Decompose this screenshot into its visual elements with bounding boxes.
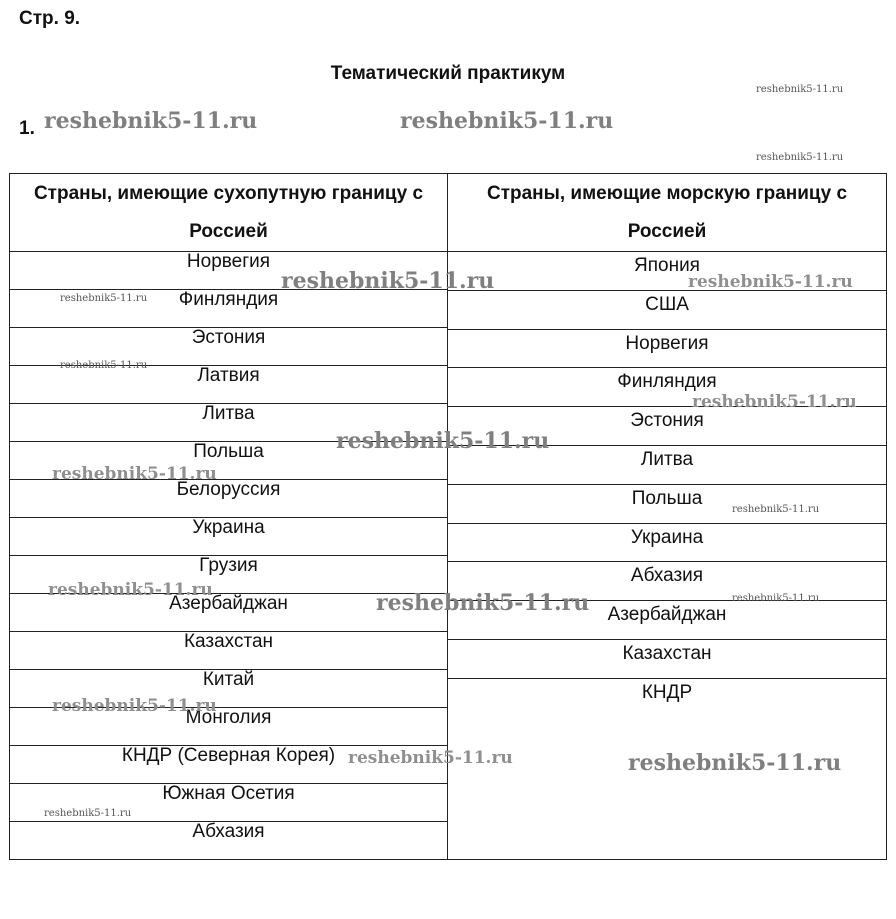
land-country-cell: Абхазия: [10, 822, 448, 860]
section-title: Тематический практикум: [330, 63, 566, 84]
land-country-cell: Норвегия: [10, 252, 448, 290]
land-country-cell: Грузия: [10, 556, 448, 594]
watermark: reshebnik5-11.ru: [48, 580, 213, 600]
watermark: reshebnik5-11.ru: [52, 696, 217, 716]
watermark: reshebnik5-11.ru: [60, 293, 148, 304]
watermark: reshebnik5-11.ru: [376, 590, 590, 616]
watermark: reshebnik5-11.ru: [60, 360, 148, 371]
sea-country-cell: КНДР: [641, 681, 693, 703]
page-number: Стр. 9.: [19, 8, 81, 29]
land-country-cell: Азербайджан: [10, 594, 448, 632]
watermark: reshebnik5-11.ru: [400, 108, 614, 134]
watermark: reshebnik5-11.ru: [732, 504, 820, 515]
watermark: reshebnik5-11.ru: [688, 272, 853, 292]
sea-country-cell: Украина: [448, 524, 886, 563]
sea-country-cell: Япония: [448, 252, 886, 291]
column-header-land: Страны, имеющие сухопутную границу с Россией: [10, 174, 448, 252]
sea-country-cell: Польша: [448, 485, 886, 524]
sea-country-cell: Норвегия: [448, 330, 886, 369]
watermark: reshebnik5-11.ru: [336, 428, 550, 454]
watermark: reshebnik5-11.ru: [756, 152, 844, 163]
land-country-cell: Литва: [10, 404, 448, 442]
land-country-cell: КНДР (Северная Корея): [10, 746, 448, 784]
land-country-cell: Белоруссия: [10, 480, 448, 518]
watermark: reshebnik5-11.ru: [628, 750, 842, 776]
land-country-cell: Китай: [10, 670, 448, 708]
land-country-cell: Финляндия: [10, 290, 448, 328]
sea-country-cell: Абхазия: [448, 562, 886, 601]
land-country-cell: Латвия: [10, 366, 448, 404]
sea-country-cell: Литва: [448, 446, 886, 485]
land-country-cell: Южная Осетия: [10, 784, 448, 822]
sea-country-cell: США: [448, 291, 886, 330]
land-country-cell: Эстония: [10, 328, 448, 366]
column-header-sea: Страны, имеющие морскую границу с Россией: [448, 174, 887, 252]
watermark: reshebnik5-11.ru: [44, 808, 132, 819]
land-country-cell: Монголия: [10, 708, 448, 746]
land-country-cell: Польша: [10, 442, 448, 480]
watermark: reshebnik5-11.ru: [692, 392, 857, 412]
watermark: reshebnik5-11.ru: [52, 464, 217, 484]
land-country-cell: Казахстан: [10, 632, 448, 670]
sea-country-cell: Казахстан: [448, 640, 886, 679]
sea-country-cell: Азербайджан: [448, 601, 886, 640]
land-country-cell: Украина: [10, 518, 448, 556]
task-number: 1.: [19, 118, 35, 139]
watermark: reshebnik5-11.ru: [756, 84, 844, 95]
watermark: reshebnik5-11.ru: [44, 108, 258, 134]
sea-countries-column: [448, 252, 887, 860]
watermark: reshebnik5-11.ru: [732, 593, 820, 604]
watermark: reshebnik5-11.ru: [281, 268, 495, 294]
watermark: reshebnik5-11.ru: [348, 748, 513, 768]
borders-table: [9, 173, 887, 860]
sea-country-cell: Финляндия: [448, 368, 886, 407]
sea-country-cell: Эстония: [448, 407, 886, 446]
